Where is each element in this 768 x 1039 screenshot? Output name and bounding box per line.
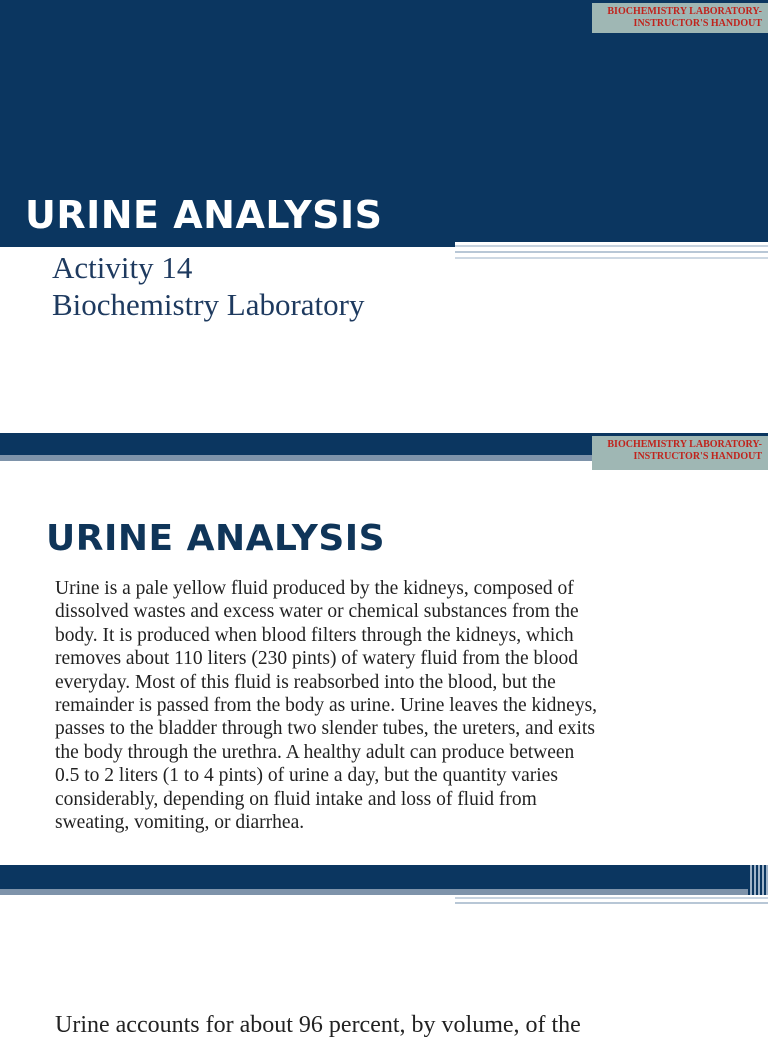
decorative-line	[455, 897, 768, 899]
subtitle-line-course: Biochemistry Laboratory	[52, 287, 365, 322]
header-bar	[0, 865, 768, 892]
decorative-lines	[455, 242, 768, 266]
body-line: passes to the bladder through two slender tubes, the ureters, and exits	[55, 718, 595, 740]
body-line: everyday. Most of this fluid is reabsorbed into the blood, but the	[55, 671, 556, 693]
header-stripes	[748, 865, 768, 895]
body-line: dissolved wastes and excess water or chemical substances from the	[55, 601, 579, 623]
title-underbar	[0, 242, 455, 247]
body-line: body. It is produced when blood filters through the kidneys, which	[55, 624, 574, 646]
decorative-line	[455, 245, 768, 247]
decorative-line	[455, 257, 768, 259]
handout-tag-line-2: INSTRUCTOR'S HANDOUT	[633, 18, 762, 29]
handout-tag	[592, 3, 768, 33]
content-slide	[0, 433, 768, 865]
decorative-lines	[455, 895, 768, 905]
body-line: Urine is a pale yellow fluid produced by the kidneys, composed of	[55, 578, 574, 599]
title-slide	[0, 0, 768, 433]
slide-subtitle	[52, 249, 365, 323]
decorative-line	[455, 902, 768, 904]
body-line: the body through the urethra. A healthy adult can produce between	[55, 741, 575, 763]
subtitle-line-activity: Activity 14	[52, 250, 193, 285]
body-line: considerably, depending on fluid intake and loss of fluid from	[55, 788, 537, 810]
handout-tag-line-1: BIOCHEMISTRY LABORATORY-	[607, 6, 762, 17]
handout-tag-line-1: BIOCHEMISTRY LABORATORY-	[607, 439, 762, 450]
content-slide-partial	[0, 865, 768, 1038]
body-line: 0.5 to 2 liters (1 to 4 pints) of urine a day, but the quantity varies	[55, 765, 558, 787]
slide-heading: URINE ANALYSIS	[46, 518, 386, 559]
body-line: sweating, vomiting, or diarrhea.	[55, 812, 305, 834]
slide-body-text: Urine accounts for about 96 percent, by volume, of the	[55, 1012, 581, 1038]
body-line: removes about 110 liters (230 pints) of watery fluid from the blood	[55, 648, 578, 670]
handout-tag	[592, 436, 768, 470]
slide-title: URINE ANALYSIS	[25, 193, 383, 237]
body-line: remainder is passed from the body as urine. Urine leaves the kidneys,	[55, 695, 598, 717]
decorative-line	[455, 251, 768, 253]
handout-tag-line-2: INSTRUCTOR'S HANDOUT	[633, 451, 762, 462]
slide-body-text	[55, 577, 725, 834]
